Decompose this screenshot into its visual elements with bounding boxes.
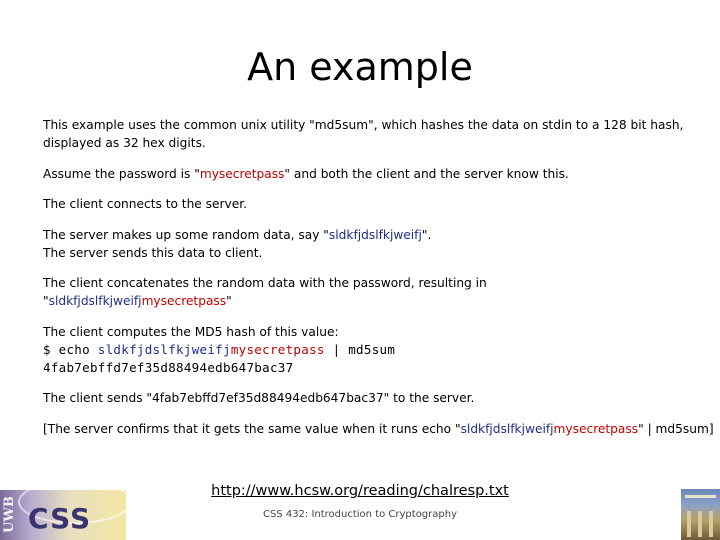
paragraph-concatenate bbox=[43, 274, 693, 310]
hash-output: 4fab7ebffd7ef35d88494edb647bac37 bbox=[43, 359, 294, 375]
password-highlight: mysecretpass bbox=[141, 294, 227, 308]
text-line: The client connects to the server. bbox=[43, 197, 248, 211]
building-column bbox=[709, 511, 713, 537]
css-logo-text: CSS bbox=[28, 502, 92, 535]
text-line bbox=[43, 292, 693, 310]
text-line bbox=[43, 226, 693, 244]
text-line: This example uses the common unix utility "md5sum", which hashes the data on stdin to a 128 bit hash, bbox=[43, 118, 684, 132]
slide-title: An example bbox=[247, 45, 473, 89]
random-data-highlight: sldkfjdslfkjweifj bbox=[328, 227, 422, 242]
paragraph-compute-hash bbox=[43, 323, 693, 377]
paragraph-password bbox=[43, 165, 693, 183]
text-line bbox=[43, 420, 714, 438]
paragraph-random-data bbox=[43, 226, 693, 262]
text-fragment: " bbox=[226, 294, 232, 308]
slide-content bbox=[43, 116, 714, 450]
text-fragment: " and both the client and the server know this. bbox=[284, 166, 569, 181]
text-line: The server sends this data to client. bbox=[43, 245, 263, 260]
reference-link[interactable]: http://www.hcsw.org/reading/chalresp.txt bbox=[211, 483, 509, 499]
text-line bbox=[43, 165, 693, 183]
building-column bbox=[687, 511, 691, 537]
text-fragment: " | md5sum] bbox=[638, 421, 714, 436]
password-highlight: mysecretpass bbox=[199, 166, 285, 181]
random-data-highlight: sldkfjdslfkjweifj bbox=[48, 294, 142, 308]
text-fragment: $ echo bbox=[43, 341, 98, 357]
text-line: The client computes the MD5 hash of this value: bbox=[43, 324, 339, 339]
text-fragment: | md5sum bbox=[324, 341, 396, 357]
password-highlight: mysecretpass bbox=[553, 421, 639, 436]
paragraph-server-confirms bbox=[43, 420, 714, 438]
building-roof bbox=[685, 495, 716, 498]
text-fragment: Assume the password is " bbox=[43, 166, 200, 181]
command-line bbox=[43, 341, 693, 359]
uwb-logo-text: UWB bbox=[2, 496, 17, 534]
text-fragment: The server makes up some random data, say " bbox=[43, 227, 329, 242]
random-data-highlight: sldkfjdslfkjweifj bbox=[97, 341, 231, 357]
password-highlight: mysecretpass bbox=[230, 341, 325, 357]
text-fragment: ". bbox=[421, 227, 432, 242]
building-image bbox=[681, 489, 720, 540]
text-fragment: [The server confirms that it gets the same value when it runs echo " bbox=[43, 421, 461, 436]
random-data-highlight: sldkfjdslfkjweifj bbox=[460, 421, 554, 436]
paragraph-connect bbox=[43, 195, 693, 213]
text-line: The client concatenates the random data with the password, resulting in bbox=[43, 276, 487, 290]
text-fragment: " bbox=[43, 294, 49, 308]
paragraph-send-hash bbox=[43, 389, 693, 407]
text-line: The client sends "4fab7ebffd7ef35d88494edb647bac37" to the server. bbox=[43, 391, 475, 405]
paragraph-md5sum-intro bbox=[43, 116, 693, 152]
text-line: displayed as 32 hex digits. bbox=[43, 136, 206, 150]
slide-footer: CSS 432: Introduction to Cryptography bbox=[262, 509, 458, 520]
building-column bbox=[698, 511, 702, 537]
